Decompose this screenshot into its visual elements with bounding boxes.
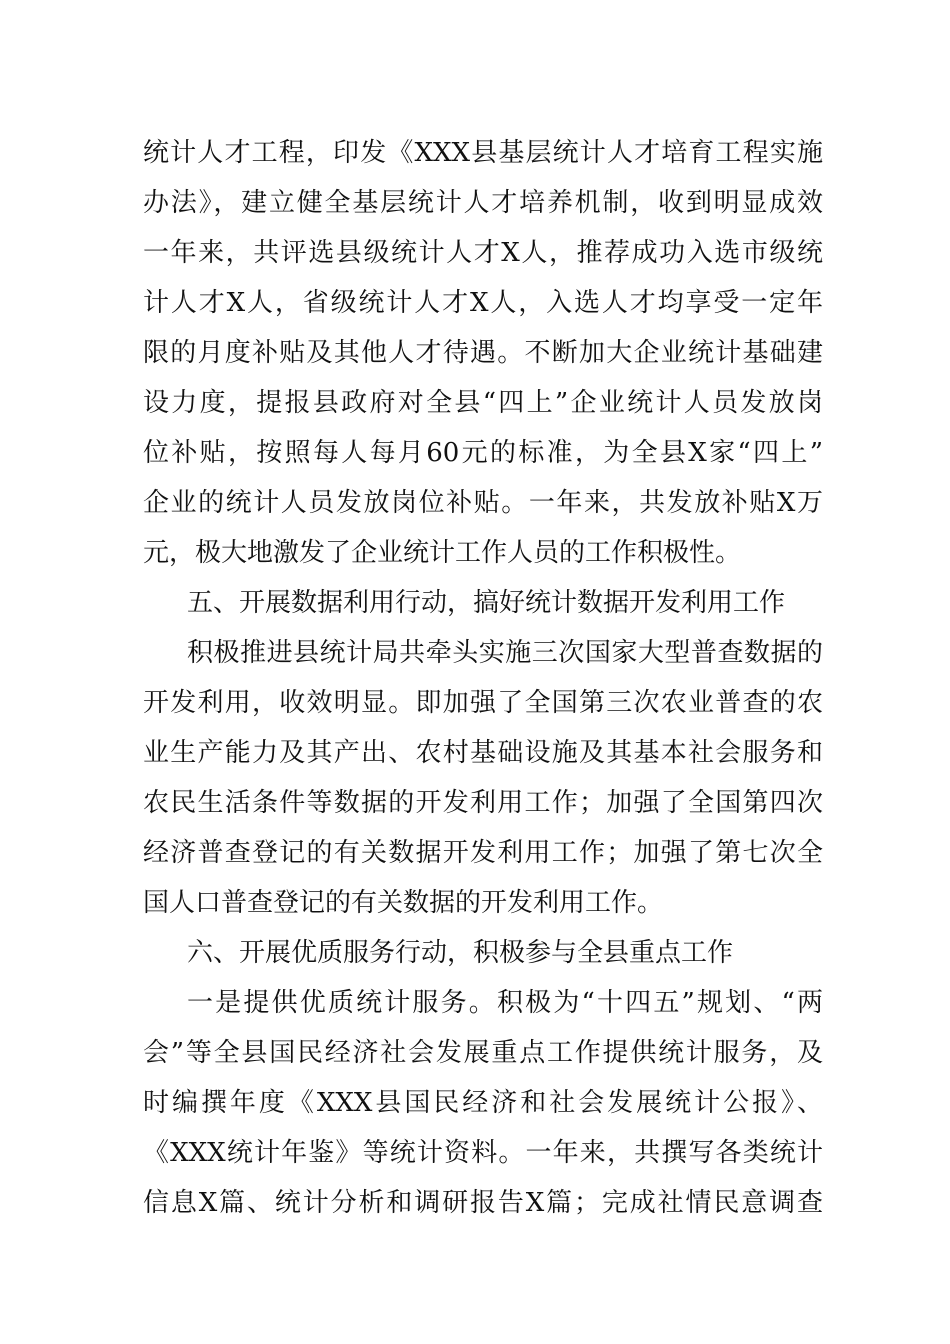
text-line: 企业的统计人员发放岗位补贴。一年来，共发放补贴X万 — [143, 488, 823, 518]
section-heading: 五、开展数据利用行动，搞好统计数据开发利用工作 — [187, 588, 786, 618]
text-line: 限的月度补贴及其他人才待遇。不断加大企业统计基础建 — [143, 338, 823, 368]
text-line: 业生产能力及其产出、农村基础设施及其基本社会服务和 — [143, 738, 823, 768]
text-line: 国人口普查登记的有关数据的开发利用工作。 — [143, 888, 664, 918]
text-line: 办法》，建立健全基层统计人才培养机制，收到明显成效 — [143, 188, 823, 218]
text-line: 《XXX统计年鉴》等统计资料。一年来，共撰写各类统计 — [143, 1138, 823, 1168]
text-line: 信息X篇、统计分析和调研报告X篇；完成社情民意调查 — [143, 1188, 823, 1218]
text-line: 一是提供优质统计服务。积极为“十四五”规划、“两 — [187, 988, 823, 1018]
text-line: 位补贴，按照每人每月60元的标准，为全县X家“四上” — [143, 438, 823, 468]
document-body — [143, 128, 823, 1228]
text-line: 农民生活条件等数据的开发利用工作；加强了全国第四次 — [143, 788, 823, 818]
text-line: 一年来，共评选县级统计人才X人，推荐成功入选市级统 — [143, 238, 823, 268]
text-line: 开发利用，收效明显。即加强了全国第三次农业普查的农 — [143, 688, 823, 718]
text-line: 时编撰年度《XXX县国民经济和社会发展统计公报》、 — [143, 1088, 823, 1118]
text-line: 统计人才工程，印发《XXX县基层统计人才培育工程实施 — [143, 138, 823, 168]
text-line: 计人才X人，省级统计人才X人，入选人才均享受一定年 — [143, 288, 823, 318]
text-line: 设力度，提报县政府对全县“四上”企业统计人员发放岗 — [143, 388, 823, 418]
text-line: 会”等全县国民经济社会发展重点工作提供统计服务，及 — [143, 1038, 823, 1068]
text-line: 元，极大地激发了企业统计工作人员的工作积极性。 — [143, 538, 742, 568]
section-heading: 六、开展优质服务行动，积极参与全县重点工作 — [187, 938, 734, 968]
text-line: 积极推进县统计局共牵头实施三次国家大型普查数据的 — [187, 638, 823, 668]
text-line: 经济普查登记的有关数据开发利用工作；加强了第七次全 — [143, 838, 823, 868]
